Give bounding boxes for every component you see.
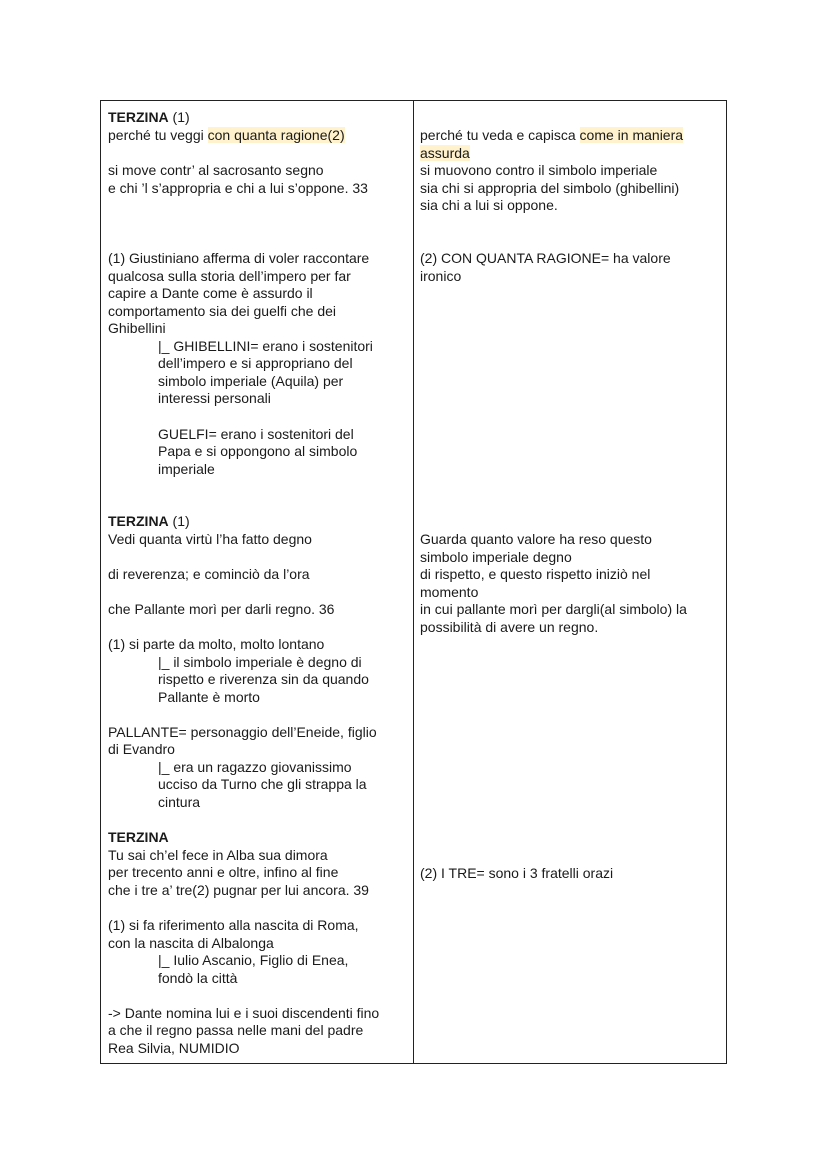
text-run: Pallante è morto bbox=[158, 689, 260, 705]
text-run: capire a Dante come è assurdo il bbox=[108, 285, 313, 301]
highlighted-text: con quanta ragione(2) bbox=[207, 127, 345, 143]
text-run: qualcosa sulla storia dell’impero per far bbox=[108, 268, 351, 284]
highlighted-text: assurda bbox=[420, 145, 470, 161]
left-text-line bbox=[108, 917, 359, 935]
text-run: GUELFI= erano i sostenitori del bbox=[158, 426, 354, 442]
left-text-line bbox=[158, 970, 237, 988]
text-run: Papa e si oppongono al simbolo bbox=[158, 443, 358, 459]
text-run: |_ Iulio Ascanio, Figlio di Enea, bbox=[158, 952, 349, 968]
text-run: di reverenza; e cominciò da l’ora bbox=[108, 566, 310, 582]
text-run: dell’impero e si appropriano del bbox=[158, 355, 353, 371]
text-run: momento bbox=[420, 584, 479, 600]
text-run: Vedi quanta virtù l’ha fatto degno bbox=[108, 531, 312, 547]
text-run: cintura bbox=[158, 794, 201, 810]
right-text-line bbox=[420, 566, 650, 584]
text-run: PALLANTE= personaggio dell’Eneide, figlio bbox=[108, 724, 377, 740]
text-run: rispetto e riverenza sin da quando bbox=[158, 671, 369, 687]
text-run: si move contr’ al sacrosanto segno bbox=[108, 162, 324, 178]
left-text-line bbox=[158, 390, 271, 408]
text-run: |_ era un ragazzo giovanissimo bbox=[158, 759, 352, 775]
notes-table bbox=[100, 100, 727, 1064]
text-run: (1) bbox=[168, 513, 190, 529]
left-text-line bbox=[108, 180, 368, 198]
text-run: simbolo imperiale degno bbox=[420, 549, 572, 565]
left-text-line bbox=[108, 566, 310, 584]
left-text-line bbox=[108, 882, 369, 900]
text-run: possibilità di avere un regno. bbox=[420, 619, 599, 635]
right-text-line bbox=[420, 197, 558, 215]
left-text-line bbox=[158, 426, 354, 444]
text-run: che Pallante morì per darli regno. 36 bbox=[108, 601, 335, 617]
right-text-line bbox=[420, 268, 461, 286]
left-text-line bbox=[108, 531, 312, 549]
text-run: (1) si parte da molto, molto lontano bbox=[108, 636, 325, 652]
left-text-line bbox=[108, 285, 313, 303]
text-run: ironico bbox=[420, 268, 462, 284]
text-run: simbolo imperiale (Aquila) per bbox=[158, 373, 344, 389]
left-text-line bbox=[108, 1005, 379, 1023]
bold-heading: TERZINA bbox=[108, 829, 169, 845]
left-text-line bbox=[108, 724, 377, 742]
text-run: in cui pallante morì per dargli(al simbolo) la bbox=[420, 601, 687, 617]
text-run: sia chi si appropria del simbolo (ghibellini) bbox=[420, 180, 680, 196]
left-text-line bbox=[158, 338, 373, 356]
text-run: (1) si fa riferimento alla nascita di Roma, bbox=[108, 917, 359, 933]
left-text-line bbox=[108, 109, 190, 127]
left-text-line bbox=[158, 461, 215, 479]
text-run: a che il regno passa nelle mani del padre bbox=[108, 1022, 364, 1038]
right-text-line bbox=[420, 584, 478, 602]
text-run: perché tu veda e capisca bbox=[420, 127, 580, 143]
text-run: (1) Giustiniano afferma di voler raccontare bbox=[108, 250, 370, 266]
left-text-line bbox=[108, 829, 169, 847]
right-text-line bbox=[420, 145, 470, 163]
highlighted-text: come in maniera bbox=[579, 127, 684, 143]
bold-heading: TERZINA bbox=[108, 513, 169, 529]
left-text-line bbox=[158, 654, 362, 672]
left-text-line bbox=[158, 671, 369, 689]
left-text-line bbox=[108, 162, 324, 180]
right-text-line bbox=[420, 127, 683, 145]
bold-heading: TERZINA bbox=[108, 109, 169, 125]
text-run: comportamento sia dei guelfi che dei bbox=[108, 303, 337, 319]
left-text-line bbox=[108, 320, 166, 338]
text-run: Rea Silvia, NUMIDIO bbox=[108, 1040, 240, 1056]
right-text-line bbox=[420, 180, 679, 198]
right-text-line bbox=[420, 619, 598, 637]
left-text-line bbox=[158, 776, 367, 794]
right-text-line bbox=[420, 531, 652, 549]
text-run: si muovono contro il simbolo imperiale bbox=[420, 162, 658, 178]
left-text-line bbox=[158, 689, 260, 707]
text-run: (1) bbox=[168, 109, 190, 125]
text-run: con la nascita di Albalonga bbox=[108, 935, 274, 951]
left-text-line bbox=[158, 794, 200, 812]
left-text-line bbox=[108, 1022, 363, 1040]
left-text-line bbox=[108, 250, 369, 268]
left-text-line bbox=[108, 513, 190, 531]
column-divider bbox=[413, 101, 414, 1063]
left-text-line bbox=[158, 952, 348, 970]
text-run: che i tre a’ tre(2) pugnar per lui ancora. 39 bbox=[108, 882, 369, 898]
text-run: di Evandro bbox=[108, 741, 175, 757]
text-run: sia chi a lui si oppone. bbox=[420, 197, 558, 213]
right-text-line bbox=[420, 250, 671, 268]
left-text-line bbox=[108, 935, 274, 953]
left-text-line bbox=[108, 303, 336, 321]
text-run: interessi personali bbox=[158, 390, 271, 406]
right-text-line bbox=[420, 601, 687, 619]
text-run: Guarda quanto valore ha reso questo bbox=[420, 531, 652, 547]
text-run: per trecento anni e oltre, infino al fine bbox=[108, 864, 339, 880]
left-text-line bbox=[108, 741, 175, 759]
left-text-line bbox=[158, 355, 353, 373]
text-run: (2) CON QUANTA RAGIONE= ha valore bbox=[420, 250, 671, 266]
text-run: di rispetto, e questo rispetto iniziò nel bbox=[420, 566, 651, 582]
left-text-line bbox=[108, 268, 351, 286]
left-text-line bbox=[158, 373, 343, 391]
left-text-line bbox=[108, 1040, 239, 1058]
text-run: (2) I TRE= sono i 3 fratelli orazi bbox=[420, 865, 614, 881]
left-text-line bbox=[158, 759, 352, 777]
left-text-line bbox=[108, 127, 345, 145]
right-text-line bbox=[420, 865, 613, 883]
text-run: |_ GHIBELLINI= erano i sostenitori bbox=[158, 338, 373, 354]
left-text-line bbox=[158, 443, 357, 461]
left-text-line bbox=[108, 847, 328, 865]
right-text-line bbox=[420, 162, 657, 180]
right-text-line bbox=[420, 549, 572, 567]
left-text-line bbox=[108, 601, 334, 619]
text-run: Ghibellini bbox=[108, 320, 166, 336]
text-run: fondò la città bbox=[158, 970, 238, 986]
text-run: ucciso da Turno che gli strappa la bbox=[158, 776, 367, 792]
text-run: -> Dante nomina lui e i suoi discendenti fino bbox=[108, 1005, 380, 1021]
text-run: perché tu veggi bbox=[108, 127, 208, 143]
text-run: imperiale bbox=[158, 461, 215, 477]
text-run: e chi ’l s’appropria e chi a lui s’oppone. 33 bbox=[108, 180, 368, 196]
left-text-line bbox=[108, 864, 338, 882]
text-run: |_ il simbolo imperiale è degno di bbox=[158, 654, 362, 670]
left-text-line bbox=[108, 636, 324, 654]
text-run: Tu sai ch’el fece in Alba sua dimora bbox=[108, 847, 328, 863]
